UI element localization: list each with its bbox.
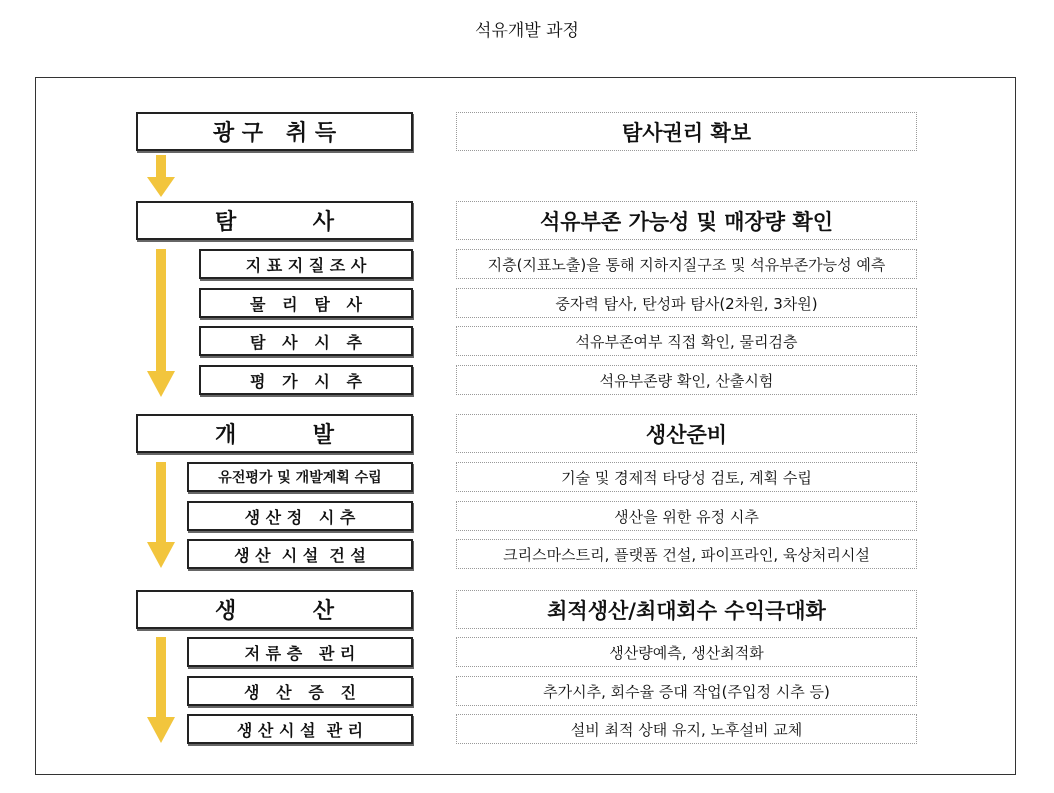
step-production-enhancement: 생 산 증 진 <box>187 676 413 706</box>
down-arrow-icon <box>147 155 175 197</box>
step-geophysical: 물 리 탐 사 <box>199 288 413 318</box>
step-desc: 지층(지표노출)을 통해 지하지질구조 및 석유부존가능성 예측 <box>456 249 917 279</box>
down-arrow-icon <box>147 637 175 743</box>
step-desc: 석유부존량 확인, 산출시험 <box>456 365 917 395</box>
step-surface-geology: 지 표 지 질 조 사 <box>199 249 413 279</box>
step-desc: 석유부존여부 직접 확인, 물리검층 <box>456 326 917 356</box>
step-appraisal-drilling: 평 가 시 추 <box>199 365 413 395</box>
step-desc: 기술 및 경제적 타당성 검토, 계획 수립 <box>456 462 917 492</box>
step-desc: 크리스마스트리, 플랫폼 건설, 파이프라인, 육상처리시설 <box>456 539 917 569</box>
down-arrow-icon <box>147 249 175 397</box>
stage-development: 개 발 <box>136 414 413 453</box>
step-facility-management: 생 산 시 설 관 리 <box>187 714 413 744</box>
step-desc: 추가시추, 회수율 증대 작업(주입정 시추 등) <box>456 676 917 706</box>
stage-acquisition: 광 구 취 득 <box>136 112 413 151</box>
diagram-title: 석유개발 과정 <box>475 21 579 41</box>
step-facility-construction: 생 산 시 설 건 설 <box>187 539 413 569</box>
stage-production: 생 산 <box>136 590 413 629</box>
stage-acquisition-desc: 탐사권리 확보 <box>456 112 917 151</box>
stage-production-desc: 최적생산/최대회수 수익극대화 <box>456 590 917 629</box>
stage-exploration: 탐 사 <box>136 201 413 240</box>
stage-development-desc: 생산준비 <box>456 414 917 453</box>
step-desc: 중자력 탐사, 탄성파 탐사(2차원, 3차원) <box>456 288 917 318</box>
down-arrow-icon <box>147 462 175 568</box>
step-production-well: 생 산 정 시 추 <box>187 501 413 531</box>
step-desc: 생산량예측, 생산최적화 <box>456 637 917 667</box>
step-desc: 생산을 위한 유정 시추 <box>456 501 917 531</box>
step-field-plan: 유전평가 및 개발계획 수립 <box>187 462 413 492</box>
step-exploration-drilling: 탐 사 시 추 <box>199 326 413 356</box>
step-reservoir-management: 저 류 층 관 리 <box>187 637 413 667</box>
stage-exploration-desc: 석유부존 가능성 및 매장량 확인 <box>456 201 917 240</box>
step-desc: 설비 최적 상태 유지, 노후설비 교체 <box>456 714 917 744</box>
